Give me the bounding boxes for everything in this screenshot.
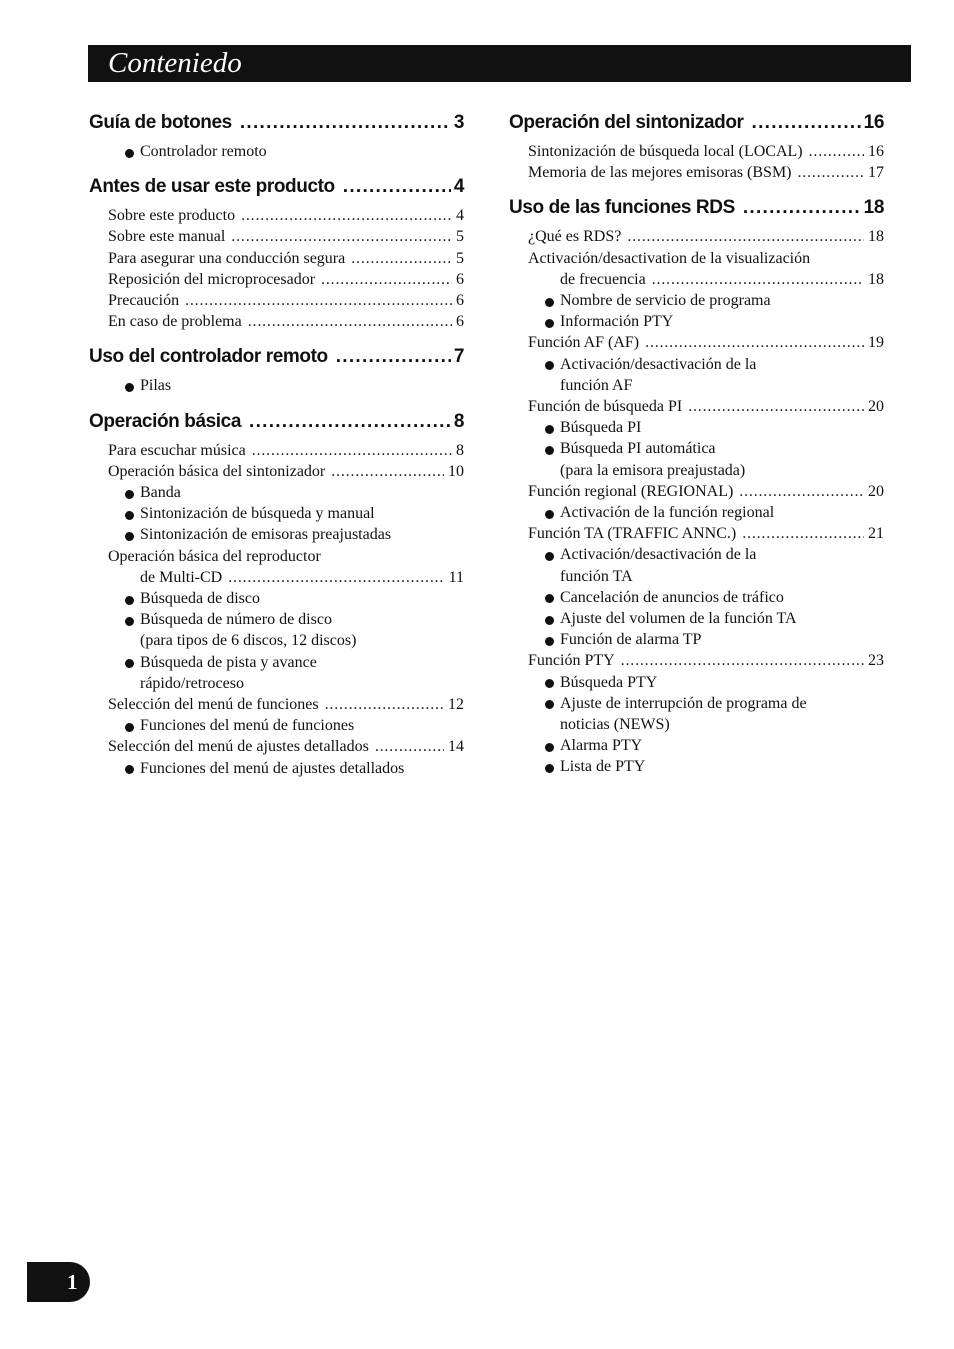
section-page: 7 <box>453 346 464 368</box>
entry-page: 17 <box>868 164 884 182</box>
dot-leader <box>325 694 444 715</box>
toc-section <box>89 346 464 396</box>
dot-leader <box>249 411 451 433</box>
section-spacer <box>89 162 464 176</box>
toc-subentry[interactable] <box>89 524 464 545</box>
entry-text: Función TA (TRAFFIC ANNC.) <box>528 525 737 543</box>
toc-subentry[interactable] <box>89 609 464 630</box>
subentry-text: Alarma PTY <box>560 737 643 755</box>
page-number: 1 <box>67 1270 78 1294</box>
entry-text: Memoria de las mejores emisoras (BSM) <box>528 164 792 182</box>
dot-leader <box>336 346 451 368</box>
subentry-text: Búsqueda PI <box>560 419 642 437</box>
toc-entry[interactable] <box>89 694 464 715</box>
section-title: Antes de usar este producto <box>89 176 335 198</box>
subentry-text: función TA <box>560 567 633 585</box>
dot-leader <box>252 440 452 461</box>
toc-entry[interactable] <box>89 205 464 226</box>
dot-leader <box>343 176 451 198</box>
toc-section <box>509 112 884 183</box>
bullet-icon <box>545 552 554 561</box>
section-title: Operación básica <box>89 410 242 432</box>
subentry-text: Sintonización de emisoras preajustadas <box>140 526 392 544</box>
entry-page: 23 <box>868 652 884 670</box>
bullet-icon <box>545 319 554 328</box>
toc-subentry-continued <box>509 714 884 735</box>
toc-subentry[interactable] <box>509 438 884 459</box>
bullet-icon <box>545 764 554 773</box>
toc-section <box>89 411 464 779</box>
toc-entry[interactable] <box>89 440 464 461</box>
toc-subentry[interactable] <box>89 652 464 673</box>
section-spacer <box>89 332 464 346</box>
section-spacer <box>89 397 464 411</box>
bullet-icon <box>125 149 134 158</box>
toc-subentry[interactable] <box>89 588 464 609</box>
section-heading[interactable] <box>89 112 464 140</box>
bullet-icon <box>545 425 554 434</box>
entry-text: Sobre este manual <box>108 228 226 246</box>
entry-page: 6 <box>456 313 464 331</box>
section-spacer <box>509 183 884 197</box>
toc-entry[interactable] <box>509 650 884 671</box>
toc-subentry[interactable] <box>509 735 884 756</box>
toc-subentry[interactable] <box>509 672 884 693</box>
dot-leader <box>241 205 452 226</box>
subentry-text: Búsqueda PTY <box>560 673 658 691</box>
subentry-text: Sintonización de búsqueda y manual <box>140 505 375 523</box>
toc-entry[interactable] <box>89 546 464 567</box>
entry-page: 6 <box>456 292 464 310</box>
subentry-text: rápido/retroceso <box>140 674 244 692</box>
toc-subentry-continued <box>509 566 884 587</box>
toc-entry[interactable] <box>89 269 464 290</box>
toc-entry[interactable] <box>89 311 464 332</box>
entry-page: 12 <box>448 696 464 714</box>
section-heading[interactable] <box>509 197 884 225</box>
dot-leader <box>185 290 452 311</box>
section-title: Guía de botones <box>89 112 232 133</box>
entry-text: Operación básica del sintonizador <box>108 462 326 480</box>
section-entries <box>89 375 464 396</box>
dot-leader <box>652 269 864 290</box>
toc-subentry[interactable] <box>509 587 884 608</box>
toc-subentry-continued <box>89 673 464 694</box>
bullet-icon <box>545 743 554 752</box>
toc-subentry[interactable] <box>509 311 884 332</box>
bullet-icon <box>125 511 134 520</box>
dot-leader <box>742 523 864 544</box>
toc-subentry[interactable] <box>509 502 884 523</box>
entry-page: 18 <box>868 228 884 246</box>
dot-leader <box>351 248 452 269</box>
toc-entry[interactable] <box>509 141 884 162</box>
entry-text: Función de búsqueda PI <box>528 398 683 416</box>
dot-leader <box>231 226 452 247</box>
bullet-icon <box>545 637 554 646</box>
subentry-text: Función de alarma TP <box>560 631 702 649</box>
dot-leader <box>739 481 864 502</box>
entry-text: Para escuchar música <box>108 441 246 459</box>
dot-leader <box>688 396 864 417</box>
subentry-text: Cancelación de anuncios de tráfico <box>560 588 784 606</box>
entry-text: En caso de problema <box>108 313 242 331</box>
toc-subentry-continued <box>509 460 884 481</box>
entry-page: 5 <box>456 249 464 267</box>
entry-text: Activación/desactivation de la visualización <box>528 249 811 267</box>
entry-page: 8 <box>456 441 464 459</box>
entry-text: Reposición del microprocesador <box>108 270 316 288</box>
toc-entry[interactable] <box>509 332 884 353</box>
bullet-icon <box>545 510 554 519</box>
subentry-text: (para la emisora preajustada) <box>560 461 746 479</box>
dot-leader <box>752 112 861 134</box>
dot-leader <box>331 461 444 482</box>
bullet-icon <box>545 361 554 370</box>
section-entries <box>89 440 464 779</box>
subentry-text: Búsqueda de disco <box>140 590 260 608</box>
section-heading[interactable] <box>89 176 464 204</box>
entry-text: de Multi-CD <box>140 568 223 586</box>
entry-page: 21 <box>868 525 884 543</box>
bullet-icon <box>545 594 554 603</box>
toc-subentry[interactable] <box>509 290 884 311</box>
toc-entry[interactable] <box>89 567 464 588</box>
section-page: 16 <box>863 112 884 133</box>
bullet-icon <box>125 765 134 774</box>
toc-subentry-continued <box>89 630 464 651</box>
dot-leader <box>240 112 451 134</box>
subentry-text: Búsqueda de número de disco <box>140 611 332 629</box>
dot-leader <box>809 141 864 162</box>
toc-section <box>509 197 884 777</box>
dot-leader <box>743 197 861 219</box>
entry-text: Función regional (REGIONAL) <box>528 482 734 500</box>
toc-section <box>89 176 464 332</box>
page-number-tab <box>27 1262 90 1302</box>
subentry-text: Pilas <box>140 377 172 395</box>
entry-text: Función AF (AF) <box>528 334 640 352</box>
entry-page: 11 <box>448 568 464 586</box>
subentry-text: Lista de PTY <box>560 758 646 776</box>
toc-entry[interactable] <box>509 523 884 544</box>
entry-page: 6 <box>456 270 464 288</box>
dot-leader <box>798 162 865 183</box>
toc-subentry[interactable] <box>89 141 464 162</box>
toc-column-left <box>89 112 464 779</box>
entry-text: Sobre este producto <box>108 207 236 225</box>
section-entries <box>89 205 464 332</box>
section-heading[interactable] <box>509 112 884 140</box>
section-title: Uso del controlador remoto <box>89 346 328 368</box>
entry-page: 5 <box>456 228 464 246</box>
subentry-text: Búsqueda PI automática <box>560 440 716 458</box>
section-page: 18 <box>863 197 884 219</box>
section-page: 3 <box>453 112 464 133</box>
toc-entry[interactable] <box>509 226 884 247</box>
subentry-text: Funciones del menú de funciones <box>140 717 355 735</box>
entry-text: Precaución <box>108 292 180 310</box>
page-title: Conteniedo <box>108 47 242 79</box>
toc-subentry[interactable] <box>509 417 884 438</box>
section-entries <box>509 141 884 183</box>
toc-subentry[interactable] <box>509 544 884 565</box>
dot-leader <box>627 226 864 247</box>
subentry-text: función AF <box>560 376 633 394</box>
bullet-icon <box>125 490 134 499</box>
dot-leader <box>621 650 864 671</box>
section-title: Operación del sintonizador <box>509 112 744 133</box>
entry-page: 14 <box>448 738 464 756</box>
toc-entry[interactable] <box>89 461 464 482</box>
toc-section <box>89 112 464 162</box>
entry-text: Para asegurar una conducción segura <box>108 249 346 267</box>
section-title: Uso de las funciones RDS <box>509 197 735 219</box>
subentry-text: Nombre de servicio de programa <box>560 292 771 310</box>
entry-page: 20 <box>868 398 884 416</box>
toc-entry[interactable] <box>509 481 884 502</box>
subentry-text: Activación/desactivación de la <box>560 355 757 373</box>
dot-leader <box>228 567 444 588</box>
bullet-icon <box>545 616 554 625</box>
entry-page: 16 <box>868 143 884 160</box>
bullet-icon <box>545 700 554 709</box>
toc-entry[interactable] <box>509 162 884 183</box>
section-entries <box>89 141 464 162</box>
subentry-text: Activación de la función regional <box>560 504 775 522</box>
subentry-text: Ajuste de interrupción de programa de <box>560 694 807 712</box>
toc-subentry[interactable] <box>89 715 464 736</box>
subentry-text: Activación/desactivación de la <box>560 546 757 564</box>
entry-page: 20 <box>868 482 884 500</box>
toc-subentry[interactable] <box>89 758 464 779</box>
toc-subentry[interactable] <box>89 503 464 524</box>
toc-subentry[interactable] <box>89 482 464 503</box>
entry-text: Función PTY <box>528 652 615 670</box>
toc-subentry[interactable] <box>509 693 884 714</box>
dot-leader <box>375 736 444 757</box>
entry-text: Selección del menú de funciones <box>108 696 319 714</box>
toc-entry[interactable] <box>509 248 884 269</box>
bullet-icon <box>125 532 134 541</box>
subentry-text: Búsqueda de pista y avance <box>140 653 317 671</box>
bullet-icon <box>125 723 134 732</box>
toc-subentry[interactable] <box>509 354 884 375</box>
bullet-icon <box>125 617 134 626</box>
subentry-text: Funciones del menú de ajustes detallados <box>140 759 405 777</box>
dot-leader <box>645 332 864 353</box>
bullet-icon <box>545 446 554 455</box>
entry-text: Sintonización de búsqueda local (LOCAL) <box>528 143 803 160</box>
entry-text: ¿Qué es RDS? <box>528 228 622 246</box>
entry-text: Selección del menú de ajustes detallados <box>108 738 369 756</box>
section-heading[interactable] <box>89 346 464 374</box>
toc-column-right <box>509 112 884 778</box>
toc-subentry[interactable] <box>509 756 884 777</box>
section-page: 8 <box>453 410 464 432</box>
subentry-text: Controlador remoto <box>140 143 267 160</box>
bullet-icon <box>545 298 554 307</box>
dot-leader <box>248 311 452 332</box>
toc-entry[interactable] <box>89 290 464 311</box>
toc-entry[interactable] <box>89 226 464 247</box>
toc-subentry-continued <box>509 375 884 396</box>
toc-entry[interactable] <box>509 396 884 417</box>
bullet-icon <box>125 596 134 605</box>
subentry-text: Información PTY <box>560 313 674 331</box>
subentry-text: Banda <box>140 484 181 502</box>
subentry-text: (para tipos de 6 discos, 12 discos) <box>140 632 357 650</box>
toc-entry[interactable] <box>89 736 464 757</box>
entry-text: Operación básica del reproductor <box>108 547 321 565</box>
dot-leader <box>321 269 452 290</box>
bullet-icon <box>125 383 134 392</box>
subentry-text: noticias (NEWS) <box>560 716 670 734</box>
bullet-icon <box>545 679 554 688</box>
entry-page: 18 <box>868 270 884 288</box>
section-heading[interactable] <box>89 411 464 439</box>
entry-page: 4 <box>456 207 464 225</box>
toc-subentry[interactable] <box>509 629 884 650</box>
section-page: 4 <box>453 176 464 198</box>
subentry-text: Ajuste del volumen de la función TA <box>560 610 797 628</box>
toc-subentry[interactable] <box>89 375 464 396</box>
section-entries <box>509 226 884 777</box>
title-banner <box>88 45 911 82</box>
toc-entry[interactable] <box>89 248 464 269</box>
entry-page: 19 <box>868 334 884 352</box>
entry-text: de frecuencia <box>560 270 646 288</box>
bullet-icon <box>125 659 134 668</box>
toc-entry[interactable] <box>509 269 884 290</box>
entry-page: 10 <box>448 462 464 480</box>
toc-subentry[interactable] <box>509 608 884 629</box>
